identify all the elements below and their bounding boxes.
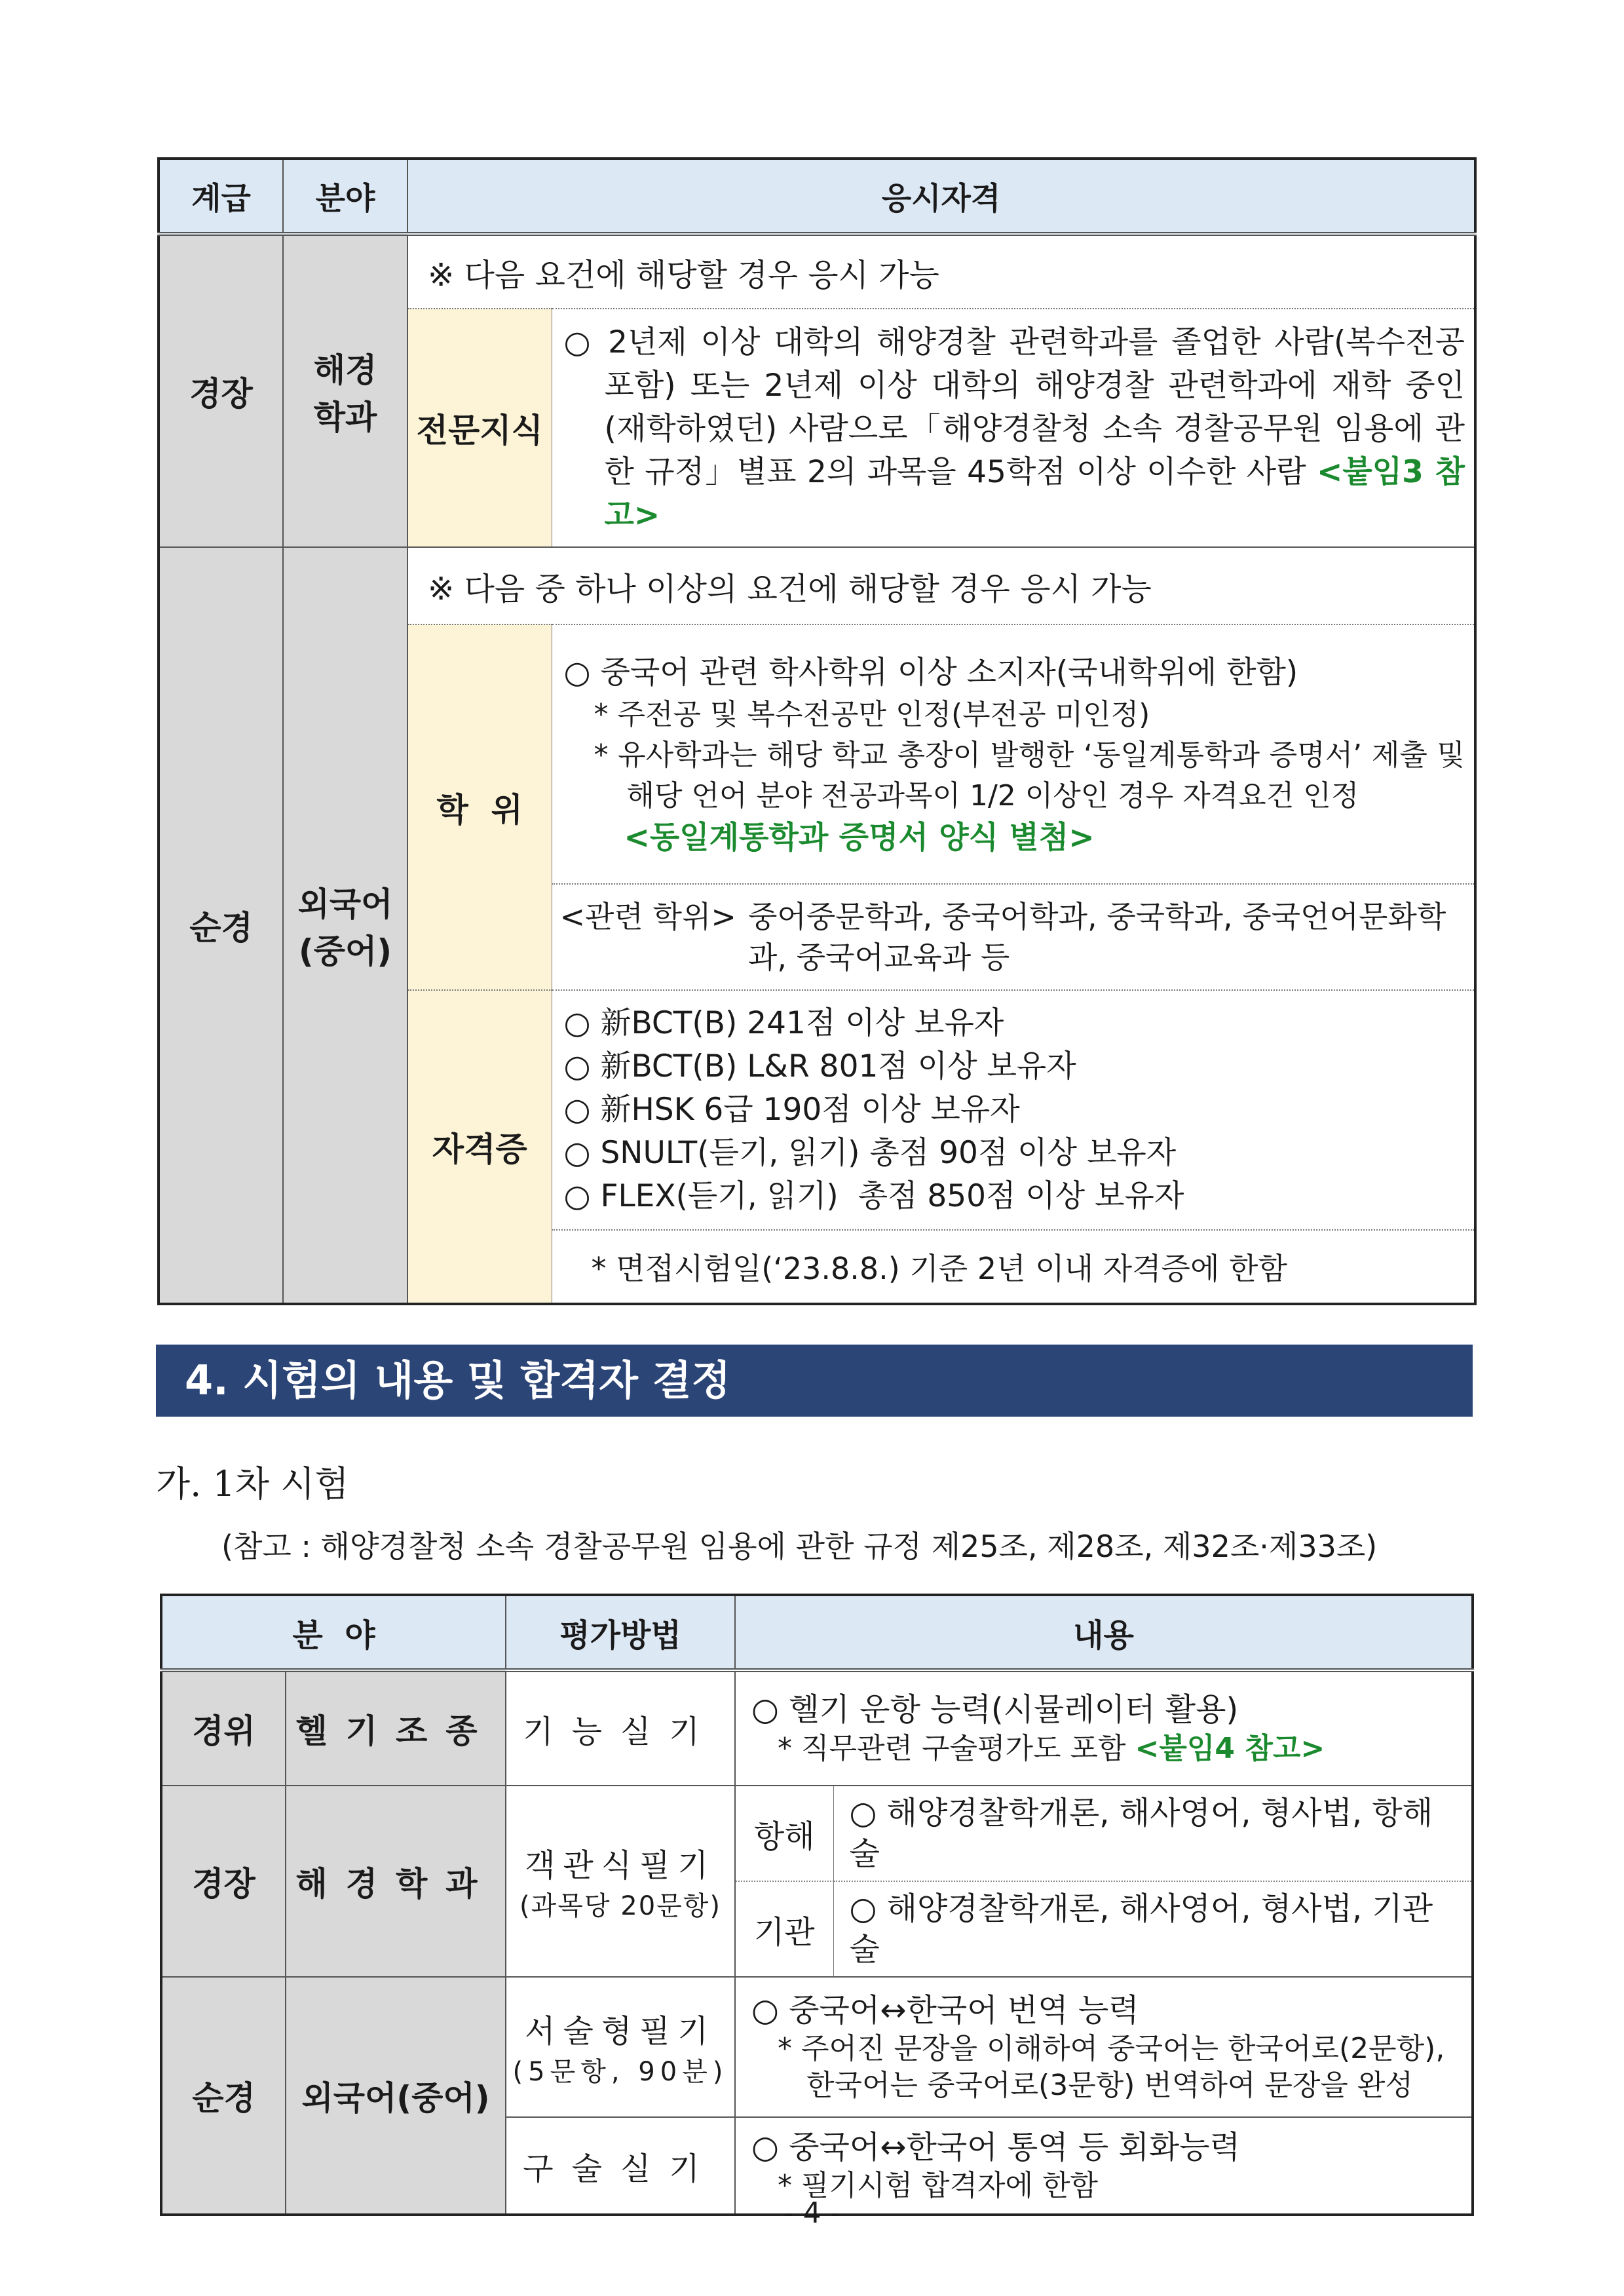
method-cell — [506, 1670, 735, 1786]
subject-tag: 기관 — [735, 1881, 833, 1977]
certificate-item: ○ 新HSK 6급 190점 이상 보유자 — [563, 1092, 1020, 1128]
field-label-line2: (중어) — [298, 932, 392, 970]
related-degree-cell — [552, 884, 1475, 990]
method-sub-label: (과목당 20문항) — [519, 1891, 722, 1921]
column-header-content: 내용 — [735, 1595, 1473, 1670]
column-header-eligibility: 응시자격 — [407, 159, 1475, 234]
method-cell — [506, 1977, 735, 2117]
field-cell — [286, 1670, 506, 1786]
content-note — [751, 1730, 1462, 1768]
field-label: 헬기조종 — [295, 1712, 496, 1750]
content-item: ○ 중국어↔한국어 통역 등 회화능력 — [751, 2129, 1240, 2166]
sub-category-cell: 학 위 — [407, 624, 552, 990]
certificate-item: ○ 新BCT(B) L&R 801점 이상 보유자 — [563, 1048, 1076, 1084]
degree-requirement-cell — [552, 624, 1475, 884]
table-row — [159, 547, 1475, 624]
certificate-form-reference: <동일계통학과 증명서 양식 별첨> — [624, 820, 1095, 856]
subject-content: ○ 해양경찰학개론, 해사영어, 형사법, 기관술 — [833, 1881, 1473, 1977]
certificate-list-cell — [552, 990, 1475, 1230]
field-label: 해경학과 — [295, 1865, 496, 1903]
field-cell: 외국어(중어) — [286, 1977, 506, 2215]
grade-cell: 순경 — [159, 547, 283, 1304]
requirement-item — [564, 321, 1465, 537]
requirement-text: ○ 2년제 이상 대학의 해양경찰 관련학과를 졸업한 사람(복수전공 포함) 또는 2년제 이상 대학의 해양경찰 관련학과에 재학 중인(재학하였던) 사람으로「해양경찰청 소속 경찰공무원 임용에 관한 규정」별표 2의 과목을 45학점 이상 이수한 사람 — [563, 324, 1465, 490]
degree-item: ○ 중국어 관련 학사학위 이상 소지자(국내학위에 한함) — [563, 655, 1298, 691]
subsection-title: 가. 1차 시험 — [156, 1463, 349, 1504]
condition-cell: ※ 다음 중 하나 이상의 요건에 해당할 경우 응시 가능 — [407, 547, 1475, 624]
degree-note: * 주전공 및 복수전공만 인정(부전공 미인정) — [594, 698, 1150, 731]
certificate-item: ○ 新BCT(B) 241점 이상 보유자 — [563, 1005, 1004, 1041]
degree-note: * 유사학과는 해당 학교 총장이 발행한 ‘동일계통학과 증명서’ 제출 및 해당 언어 분야 전공과목이 1/2 이상인 경우 자격요건 인정 — [594, 738, 1465, 813]
subject-tag: 항해 — [735, 1786, 833, 1881]
method-cell — [506, 1786, 735, 1977]
table-header-row — [159, 159, 1475, 234]
column-header-field: 분 야 — [161, 1595, 506, 1670]
related-degree-text: 중어중문학과, 중국어학과, 중국학과, 중국언어문화학과, 중국어교육과 등 — [747, 899, 1446, 975]
related-degree-label: <관련 학위> — [559, 899, 736, 934]
page-number: - 4 - — [783, 2196, 841, 2230]
column-header-field: 분야 — [283, 159, 407, 234]
method-label: 객관식필기 — [525, 1847, 716, 1884]
grade-cell: 경장 — [159, 234, 283, 547]
certificate-item: ○ SNULT(듣기, 읽기) 총점 90점 이상 보유자 — [563, 1135, 1177, 1171]
field-cell — [283, 234, 407, 547]
regulation-reference: (참고 : 해양경찰청 소속 경찰공무원 임용에 관한 규정 제25조, 제28조, 제32조·제33조) — [221, 1529, 1378, 1564]
content-note: * 필기시험 합격자에 한함 — [778, 2169, 1099, 2202]
field-label-line1: 외국어 — [297, 885, 393, 923]
content-cell — [735, 1977, 1473, 2117]
content-note-text: * 직무관련 구술평가도 포함 — [778, 1732, 1126, 1765]
table-row — [161, 1786, 1473, 1881]
certificate-item: ○ FLEX(듣기, 읽기) 총점 850점 이상 보유자 — [563, 1178, 1184, 1214]
column-header-grade: 계급 — [159, 159, 283, 234]
content-note: * 주어진 문장을 이해하여 중국어는 한국어로(2문항), — [778, 2032, 1445, 2065]
field-cell — [286, 1786, 506, 1977]
requirement-cell — [552, 309, 1475, 547]
attachment-reference: <붙임3 참고> — [604, 454, 1465, 533]
table-row — [161, 1670, 1473, 1786]
table-row — [159, 234, 1475, 309]
condition-cell: ※ 다음 요건에 해당할 경우 응시 가능 — [428, 256, 939, 294]
sub-category-cell: 자격증 — [407, 990, 552, 1304]
section-title: 4. 시험의 내용 및 합격자 결정 — [156, 1345, 1473, 1417]
eligibility-table — [157, 157, 1477, 1305]
content-note: 한국어는 중국어로(3문항) 번역하여 문장을 완성 — [806, 2069, 1413, 2102]
attachment-reference: <붙임4 참고> — [1135, 1732, 1325, 1765]
method-sub-label: (5문항, 90분) — [512, 2057, 728, 2087]
grade-cell: 경위 — [161, 1670, 286, 1786]
field-label-line2: 학과 — [313, 398, 377, 436]
grade-cell: 순경 — [161, 1977, 286, 2215]
field-cell — [283, 547, 407, 1304]
sub-category-cell: 전문지식 — [407, 309, 552, 547]
exam-content-table — [160, 1594, 1474, 2216]
table-header-row — [161, 1595, 1473, 1670]
table-row — [161, 1977, 1473, 2117]
method-label: 기능실기 — [523, 1713, 718, 1750]
method-label: 구술실기 — [523, 2150, 718, 2187]
content-item: ○ 중국어↔한국어 번역 능력 — [751, 1992, 1139, 2029]
field-label-line1: 해경 — [313, 351, 377, 389]
grade-cell: 경장 — [161, 1786, 286, 1977]
certificate-note: * 면접시험일(‘23.8.8.) 기준 2년 이내 자격증에 한함 — [552, 1230, 1475, 1304]
column-header-method: 평가방법 — [506, 1595, 735, 1670]
content-cell — [735, 1670, 1473, 1786]
method-label: 서술형필기 — [525, 2013, 716, 2050]
subject-content: ○ 해양경찰학개론, 해사영어, 형사법, 항해술 — [833, 1786, 1473, 1881]
content-item: ○ 헬기 운항 능력(시뮬레이터 활용) — [751, 1691, 1239, 1728]
